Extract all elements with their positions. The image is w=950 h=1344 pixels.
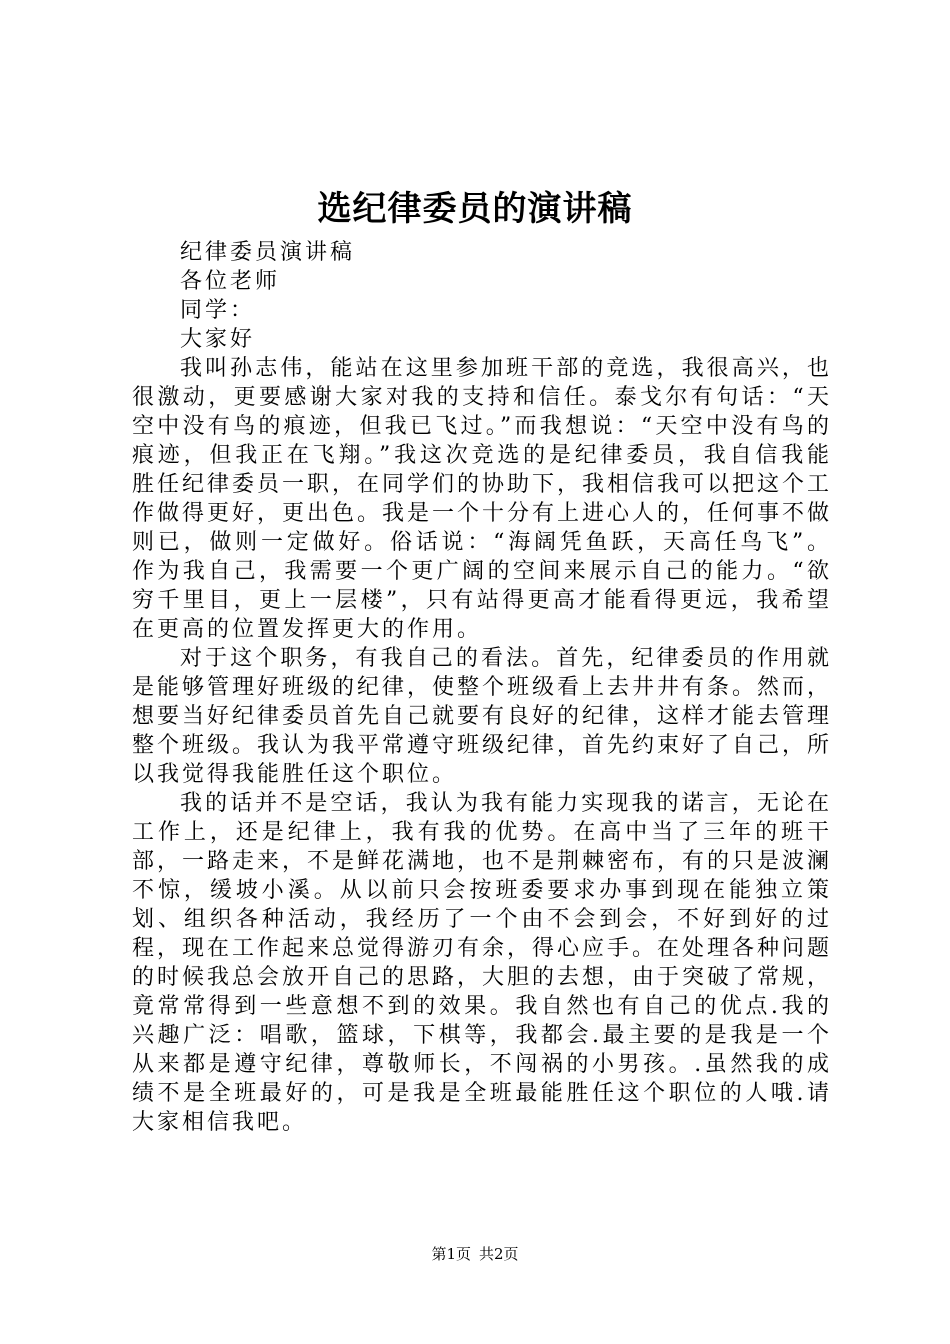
document-body — [132, 238, 832, 1137]
paragraph-greeting-teachers: 各位老师 — [180, 269, 281, 294]
paragraph-hello: 大家好 — [180, 327, 256, 352]
paragraph-greeting-classmates: 同学： — [180, 298, 256, 323]
page-footer — [0, 1244, 950, 1264]
page-number: 第1页 — [431, 1245, 471, 1263]
paragraph-strengths: 我的话并不是空话，我认为我有能力实现我的诺言，无论在工作上，还是纪律上，我有我的优势。在高中当了三年的班干部，一路走来，不是鲜花满地，也不是荆棘密布，有的只是波澜不惊，缓坡小溪。从以前只会按班委要求办事到现在能独立策划、组织各种活动，我经历了一个由不会到会，不好到好的过程，现在工作起来总觉得游刃有余，得心应手。在处理各种问题的时候我总会放开自己的思路，大胆的去想，由于突破了常规，竟常常得到一些意想不到的效果。我自然也有自己的优点.我的兴趣广泛：唱歌，篮球，下棋等，我都会.最主要的是我是一个从来都是遵守纪律，尊敬师长，不闯祸的小男孩。.虽然我的成绩不是全班最好的，可是我是全班最能胜任这个职位的人哦.请大家相信我吧。 — [132, 791, 833, 1135]
document-title: 选纪律委员的演讲稿 — [317, 189, 633, 229]
paragraph-heading: 纪律委员演讲稿 — [180, 240, 356, 265]
paragraph-view-on-role: 对于这个职务，有我自己的看法。首先，纪律委员的作用就是能够管理好班级的纪律，使整个班级看上去井井有条。然而，想要当好纪律委员首先自己就要有良好的纪律，这样才能去管理整个班级。我认为我平常遵守班级纪律，首先约束好了自己，所以我觉得我能胜任这个职位。 — [132, 646, 833, 787]
page-total: 共2页 — [479, 1245, 519, 1263]
paragraph-introduction: 我叫孙志伟，能站在这里参加班干部的竞选，我很高兴，也很激动，更要感谢大家对我的支持和信任。泰戈尔有句话：“天空中没有鸟的痕迹，但我已飞过。”而我想说：“天空中没有鸟的痕迹，但我正在飞翔。”我这次竞选的是纪律委员，我自信我能胜任纪律委员一职，在同学们的协助下，我相信我可以把这个工作做得更好，更出色。我是一个十分有上进心人的，任何事不做则已，做则一定做好。俗话说：“海阔凭鱼跃，天高任鸟飞”。作为我自己，我需要一个更广阔的空间来展示自己的能力。“欲穷千里目，更上一层楼”，只有站得更高才能看得更远，我希望在更高的位置发挥更大的作用。 — [132, 356, 833, 642]
